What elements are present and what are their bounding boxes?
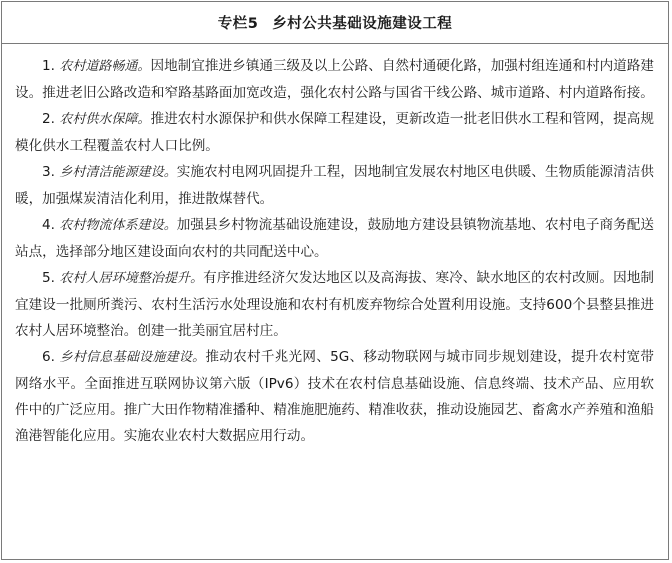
item-text: 有序推进经济欠发达地区以及高海拔、寒冷、缺水地区的农村改厕。因地制宜建设一批厕所粪污、农村生活污水处理设施和农村有机废弃物综合处置利用设施。支持600个县整县推进农村人居环境整治。创建一批美丽宜居村庄。 [15,270,655,339]
list-item [15,344,654,449]
item-number: 1. [42,58,55,74]
item-label: 农村人居环境整治提升。 [59,271,204,286]
list-item [15,106,654,159]
item-text: 实施农村电网巩固提升工程，因地制宜发展农村地区电供暖、生物质能源清洁供暖，加强煤炭清洁化利用，推进散煤替代。 [15,164,654,207]
item-label: 农村物流体系建设。 [59,218,177,233]
item-label: 农村供水保障。 [59,112,151,127]
item-text: 因地制宜推进乡镇通三级及以上公路、自然村通硬化路，加强村组连通和村内道路建设。推进老旧公路改造和窄路基路面加宽改造，强化农村公路与国省干线公路、城市道路、村内道路衔接。 [15,58,654,101]
item-text: 推动农村千兆光网、5G、移动物联网与城市同步规划建设，提升农村宽带网络水平。全面推进互联网协议第六版（IPv6）技术在农村信息基础设施、信息终端、技术产品、应用软件中的广泛应用。推广大田作物精准播种、精准施肥施药、精准收获，推动设施园艺、畜禽水产养殖和渔船渔港智能化应用。实施农业农村大数据应用行动。 [15,349,654,444]
box-label: 专栏5 [217,16,259,32]
item-text: 推进农村水源保护和供水保障工程建设，更新改造一批老旧供水工程和管网，提高规模化供水工程覆盖农村人口比例。 [15,111,654,154]
item-number: 4. [42,217,55,233]
list-item [15,159,654,212]
list-item [15,53,654,106]
item-text: 加强县乡村物流基础设施建设，鼓励地方建设县镇物流基地、农村电子商务配送站点，选择部分地区建设面向农村的共同配送中心。 [15,217,654,260]
item-list [2,44,668,449]
item-label: 乡村信息基础设施建设。 [59,350,206,365]
feature-box [1,1,669,560]
list-item [15,265,654,344]
list-item [15,212,654,265]
item-number: 2. [42,111,55,127]
item-number: 5. [42,270,55,286]
box-header [2,2,668,44]
item-number: 6. [42,349,55,365]
item-label: 农村道路畅通。 [59,59,151,74]
box-title: 乡村公共基础设施建设工程 [272,16,453,32]
item-label: 乡村清洁能源建设。 [59,165,177,180]
item-number: 3. [42,164,55,180]
